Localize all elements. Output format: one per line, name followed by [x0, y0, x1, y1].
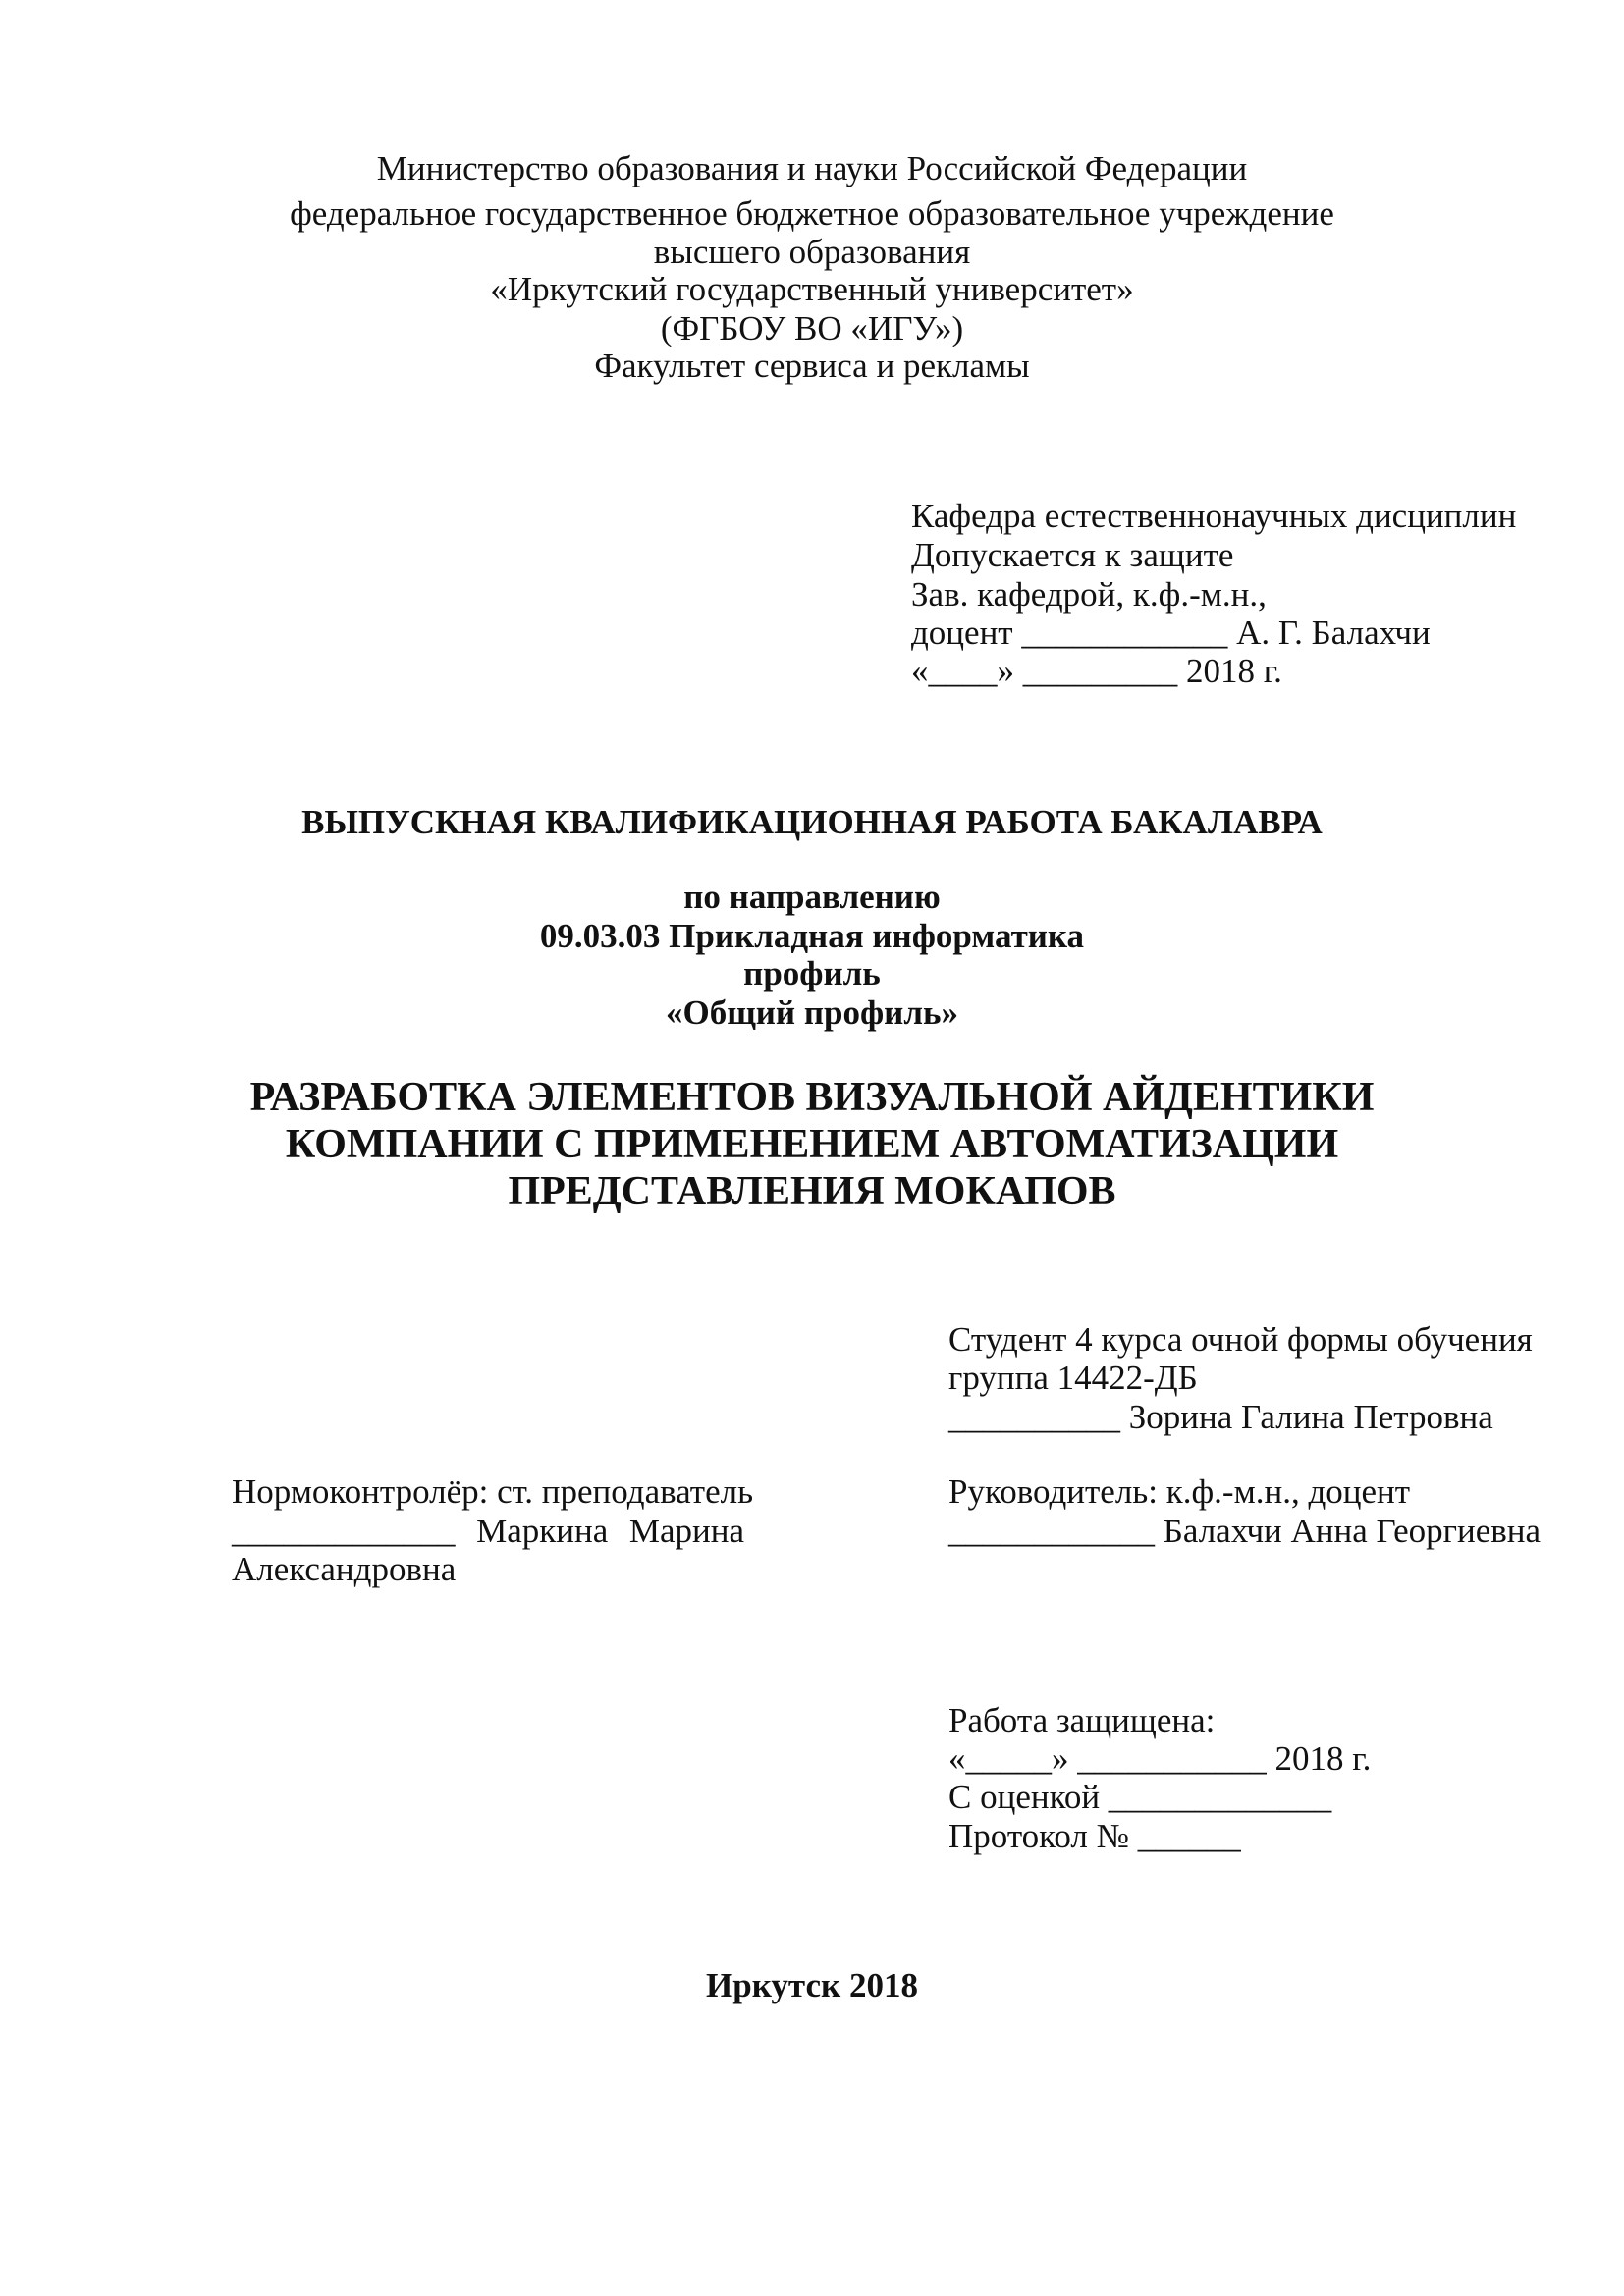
defense-protocol-line: Протокол № ______: [948, 1817, 1241, 1855]
supervisor-name-line: ____________ Балахчи Анна Георгиевна: [948, 1512, 1542, 1550]
profile-value: «Общий профиль»: [665, 993, 958, 1032]
student-course-line: Студент 4 курса очной формы обучения: [948, 1320, 1533, 1359]
thesis-title-line-3: ПРЕДСТАВЛЕНИЯ МОКАПОВ: [508, 1169, 1116, 1214]
defense-heading-line: Работа защищена:: [948, 1701, 1216, 1739]
direction-label: по направлению: [683, 878, 941, 916]
approval-date-line: «____» _________ 2018 г.: [911, 652, 1282, 690]
defense-grade-line: С оценкой _____________: [948, 1778, 1332, 1816]
university-name-line: «Иркутский государственный университет»: [490, 270, 1134, 308]
defense-date-line: «_____» ___________ 2018 г.: [948, 1739, 1372, 1778]
work-type-heading: ВЫПУСКНАЯ КВАЛИФИКАЦИОННАЯ РАБОТА БАКАЛАВРА: [301, 803, 1323, 841]
city-year-footer: Иркутск 2018: [706, 1966, 918, 2004]
normcontrol-signature-blank: _____________: [232, 1512, 456, 1550]
student-group-line: группа 14422-ДБ: [948, 1359, 1198, 1397]
normcontrol-patronymic-line: Александровна: [232, 1550, 457, 1588]
normcontrol-first-name: Марина: [628, 1512, 744, 1550]
ministry-line: Министерство образования и науки Российской Федерации: [376, 149, 1248, 187]
head-signature-line: доцент ____________ А. Г. Балахчи: [911, 614, 1431, 652]
thesis-title-line-2: КОМПАНИИ С ПРИМЕНЕНИЕМ АВТОМАТИЗАЦИИ: [285, 1122, 1339, 1167]
normcontrol-surname: Маркина: [476, 1512, 609, 1550]
student-name-line: __________ Зорина Галина Петровна: [948, 1398, 1493, 1436]
institution-type-line: федеральное государственное бюджетное образовательное учреждение: [290, 194, 1334, 233]
direction-value: 09.03.03 Прикладная информатика: [539, 917, 1085, 955]
head-of-department-line: Зав. кафедрой, к.ф.-м.н.,: [911, 575, 1267, 614]
normcontrol-title-line: Нормоконтролёр: ст. преподаватель: [232, 1472, 754, 1511]
supervisor-title-line: Руководитель: к.ф.-м.н., доцент: [948, 1472, 1411, 1511]
faculty-line: Факультет сервиса и рекламы: [594, 347, 1030, 385]
university-abbr-line: (ФГБОУ ВО «ИГУ»): [660, 309, 964, 347]
admission-line: Допускается к защите: [911, 536, 1234, 574]
education-level-line: высшего образования: [653, 233, 971, 271]
profile-label: профиль: [743, 954, 881, 992]
department-line: Кафедра естественнонаучных дисциплин: [911, 497, 1517, 535]
thesis-title-line-1: РАЗРАБОТКА ЭЛЕМЕНТОВ ВИЗУАЛЬНОЙ АЙДЕНТИКИ: [249, 1075, 1375, 1120]
normcontrol-signature-line: [232, 1512, 744, 1551]
